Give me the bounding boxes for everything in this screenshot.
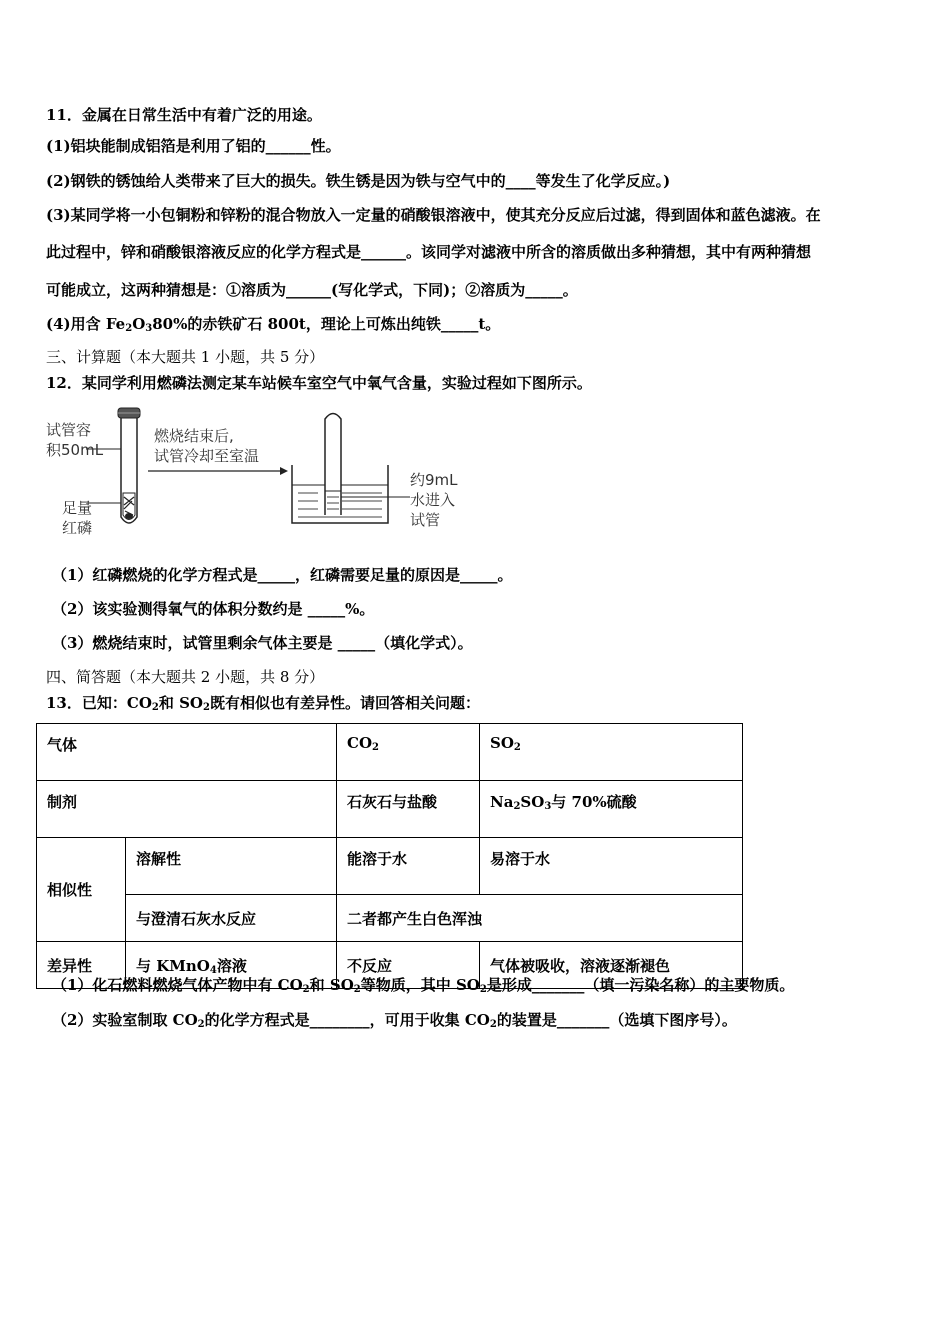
red-phosphorus (125, 513, 133, 519)
label-water-2: 水进入 (410, 491, 456, 509)
q11-part4: (4)用含 $Fe_2O_380\%$的赤铁矿石 800t，理论上可炼出纯铁_____t。 (46, 315, 501, 334)
label-water-1: 约9mL (410, 471, 458, 489)
comparison-table (36, 723, 743, 989)
q12-sub2: （2）该实验测得氧气的体积分数约是 _____%。 (52, 600, 375, 618)
q12-sub1: （1）红磷燃烧的化学方程式是_____，红磷需要足量的原因是_____。 (52, 566, 513, 584)
row-kmno4-so2: 气体被吸收，溶液逐渐褪色 (480, 942, 743, 989)
q11-part2: (2)钢铁的锈蚀给人类带来了巨大的损失。铁生锈是因为铁与空气中的____等发生了化学反应。) (46, 172, 671, 190)
q11-part3-line3: 可能成立，这两种猜想是：①溶质为______(写化学式，下同)；②溶质为_____。 (46, 281, 578, 299)
section-3-heading: 三、计算题（本大题共 1 小题，共 5 分） (46, 348, 325, 366)
label-volume-1: 试管容 (46, 421, 92, 439)
section-4-heading: 四、简答题（本大题共 2 小题，共 8 分） (46, 668, 325, 686)
arrow-text-2: 试管冷却至室温 (154, 447, 260, 465)
row-solubility-label: 溶解性 (126, 838, 337, 895)
q11-part3-line2: 此过程中，锌和硝酸银溶液反应的化学方程式是______。该同学对滤液中所含的溶质做出多种猜想，其中有两种猜想 (46, 243, 812, 261)
table-row (37, 724, 743, 781)
arrow-text-1: 燃烧结束后, (154, 427, 234, 445)
row-reagent-label: 制剂 (37, 781, 337, 838)
q13-stem: 13．已知：$CO_2$和 $SO_2$既有相似也有差异性。请回答相关问题： (46, 694, 480, 713)
q12-sub3: （3）燃烧结束时，试管里剩余气体主要是 _____（填化学式）。 (52, 634, 473, 652)
label-red-p-1: 足量 (62, 499, 93, 517)
row-solubility-so2: 易溶于水 (480, 838, 743, 895)
similarity-label: 相似性 (37, 838, 126, 942)
q11-stem: 11．金属在日常生活中有着广泛的用途。 (46, 106, 322, 124)
header-co2: $CO_2$ (337, 724, 480, 781)
q12-stem: 12．某同学利用燃磷法测定某车站候车室空气中氧气含量，实验过程如下图所示。 (46, 374, 592, 392)
experiment-diagram (42, 405, 482, 545)
q11-part1: (1)铝块能制成铝箔是利用了铝的______性。 (46, 137, 341, 155)
row-kmno4-co2: 不反应 (337, 942, 480, 989)
label-water-3: 试管 (410, 511, 441, 529)
label-volume-2: 积50mL (46, 441, 104, 459)
row-reagent-so2: $Na_2SO_3$与 70%硫酸 (480, 781, 743, 838)
difference-label: 差异性 (37, 942, 126, 989)
row-solubility-co2: 能溶于水 (337, 838, 480, 895)
row-limewater-both: 二者都产生白色浑浊 (337, 895, 743, 942)
table-row (37, 781, 743, 838)
row-reagent-co2: 石灰石与盐酸 (337, 781, 480, 838)
table-row (37, 838, 743, 895)
header-so2: $SO_2$ (480, 724, 743, 781)
q13-sub2: （2）实验室制取 $CO_2$的化学方程式是________，可用于收集 $CO_2$的装置是_______（选填下图序号）。 (52, 1011, 737, 1030)
q11-part3-line1: (3)某同学将一小包铜粉和锌粉的混合物放入一定量的硝酸银溶液中，使其充分反应后过滤，得到固体和蓝色滤液。在 (46, 206, 821, 224)
test-tube-2 (325, 414, 341, 516)
row-kmno4-label: 与 KMnO$_4$溶液 (126, 942, 337, 989)
header-gas: 气体 (37, 724, 337, 781)
row-limewater-label: 与澄清石灰水反应 (126, 895, 337, 942)
q13-sub1: （1）化石燃料燃烧气体产物中有 $CO_2$和 $SO_2$等物质，其中 $SO_2$是形成_______（填一污染名称）的主要物质。 (52, 976, 795, 995)
table-row (37, 895, 743, 942)
experiment-figure (42, 405, 482, 545)
label-red-p-2: 红磷 (62, 519, 93, 537)
